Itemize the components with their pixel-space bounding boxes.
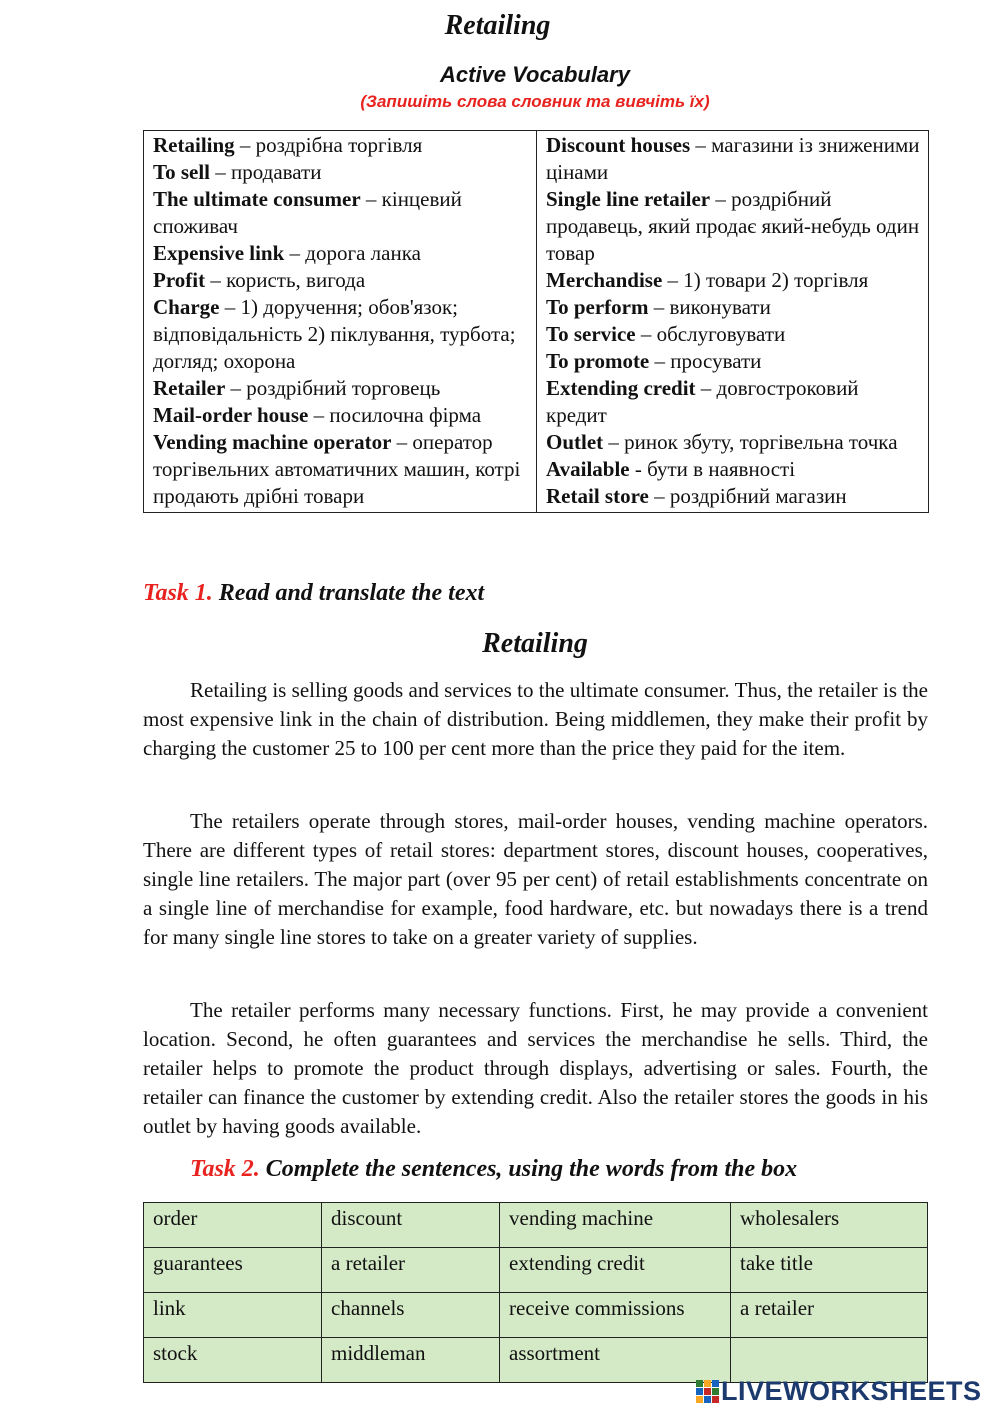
word-cell: assortment (500, 1338, 731, 1383)
word-cell: guarantees (144, 1248, 322, 1293)
vocabulary-table (143, 130, 929, 513)
word-cell: discount (322, 1203, 500, 1248)
vocab-entry: Retailer – роздрібний торговець (153, 376, 441, 400)
paragraph-1: Retailing is selling goods and services to the ultimate consumer. Thus, the retailer is the most expensive link in the chain of distribution. Being middlemen, they make their profit by charging the customer 25 to 100 per cent more than the price they paid for the item. (143, 678, 928, 760)
vocab-entry: Retail store – роздрібний магазин (546, 484, 847, 508)
vocab-entry: To perform – виконувати (546, 295, 771, 319)
word-cell: extending credit (500, 1248, 731, 1293)
vocabulary-column-right (537, 131, 929, 513)
table-row (144, 1248, 928, 1293)
task-1-label: Task 1. (143, 580, 213, 606)
vocab-entry: The ultimate consumer – кінцевий споживач (153, 187, 462, 238)
vocab-entry: Single line retailer – роздрібний продавець, який продає який-небудь один товар (546, 187, 920, 265)
vocabulary-column-left (144, 131, 537, 513)
vocab-entry: Mail-order house – посилочна фірма (153, 403, 482, 427)
vocab-entry: Merchandise – 1) товари 2) торгівля (546, 268, 869, 292)
word-cell: wholesalers (731, 1203, 928, 1248)
word-cell: stock (144, 1338, 322, 1383)
word-box-table (143, 1202, 928, 1383)
word-cell: middleman (322, 1338, 500, 1383)
vocab-entry: Outlet – ринок збуту, торгівельна точка (546, 430, 898, 454)
paragraph-3: The retailer performs many necessary functions. First, he may provide a convenient location. Second, he often guarantees and services the merchandise he sells. Third, the retailer helps to promote the product through displays, advertising or sales. Fourth, the retailer can finance the customer by extending credit. Also the retailer stores the goods in his outlet by having goods available. (143, 998, 928, 1138)
liveworksheets-logo[interactable] (696, 1376, 982, 1407)
paragraph-2: The retailers operate through stores, mail-order houses, vending machine operators. There are different types of retail stores: department stores, discount houses, cooperatives, single line retailers. The major part (over 95 per cent) of retail establishments concentrate on a single line of merchandise for example, food hardware, etc. but nowadays there is a trend for many single line stores to take on a greater variety of supplies. (143, 809, 928, 949)
vocab-entry: Available - бути в наявності (546, 457, 796, 481)
word-cell: receive commissions (500, 1293, 731, 1338)
word-cell: channels (322, 1293, 500, 1338)
task-1-heading (143, 580, 484, 607)
task-2-label: Task 2. (190, 1156, 260, 1182)
word-cell: a retailer (731, 1293, 928, 1338)
vocab-entry: To sell – продавати (153, 160, 322, 184)
vocabulary-heading: Active Vocabulary (440, 62, 630, 87)
vocab-entry: To service – обслуговувати (546, 322, 786, 346)
task-2-heading (190, 1156, 797, 1183)
page-title: Retailing (444, 10, 551, 41)
vocab-entry: Expensive link – дорога ланка (153, 241, 421, 265)
word-cell: vending machine (500, 1203, 731, 1248)
liveworksheets-logo-text: LIVEWORKSHEETS (721, 1376, 982, 1406)
word-cell: link (144, 1293, 322, 1338)
word-cell: take title (731, 1248, 928, 1293)
table-row (144, 1293, 928, 1338)
liveworksheets-logo-icon (696, 1380, 719, 1403)
table-row (144, 1203, 928, 1248)
vocab-entry: Discount houses – магазини із зниженими цінами (546, 133, 920, 184)
vocabulary-instruction: (Запишіть слова словник та вивчіть їх) (360, 92, 710, 111)
vocab-entry: Extending credit – довгостроковий кредит (546, 376, 859, 427)
vocab-entry: Profit – користь, вигода (153, 268, 366, 292)
task-1-text: Read and translate the text (212, 580, 485, 606)
vocab-entry: Vending machine operator – оператор торгівельних автоматичних машин, котрі продають дрібні товари (153, 430, 521, 508)
vocab-entry: Charge – 1) доручення; обов'язок; відповідальність 2) піклування, турбота; догляд; охорона (153, 295, 516, 373)
task-2-text: Complete the sentences, using the words from the box (259, 1156, 798, 1182)
vocab-entry: To promote – просувати (546, 349, 762, 373)
word-cell: a retailer (322, 1248, 500, 1293)
word-cell: order (144, 1203, 322, 1248)
text-title: Retailing (482, 628, 588, 659)
vocab-entry: Retailing – роздрібна торгівля (153, 133, 423, 157)
